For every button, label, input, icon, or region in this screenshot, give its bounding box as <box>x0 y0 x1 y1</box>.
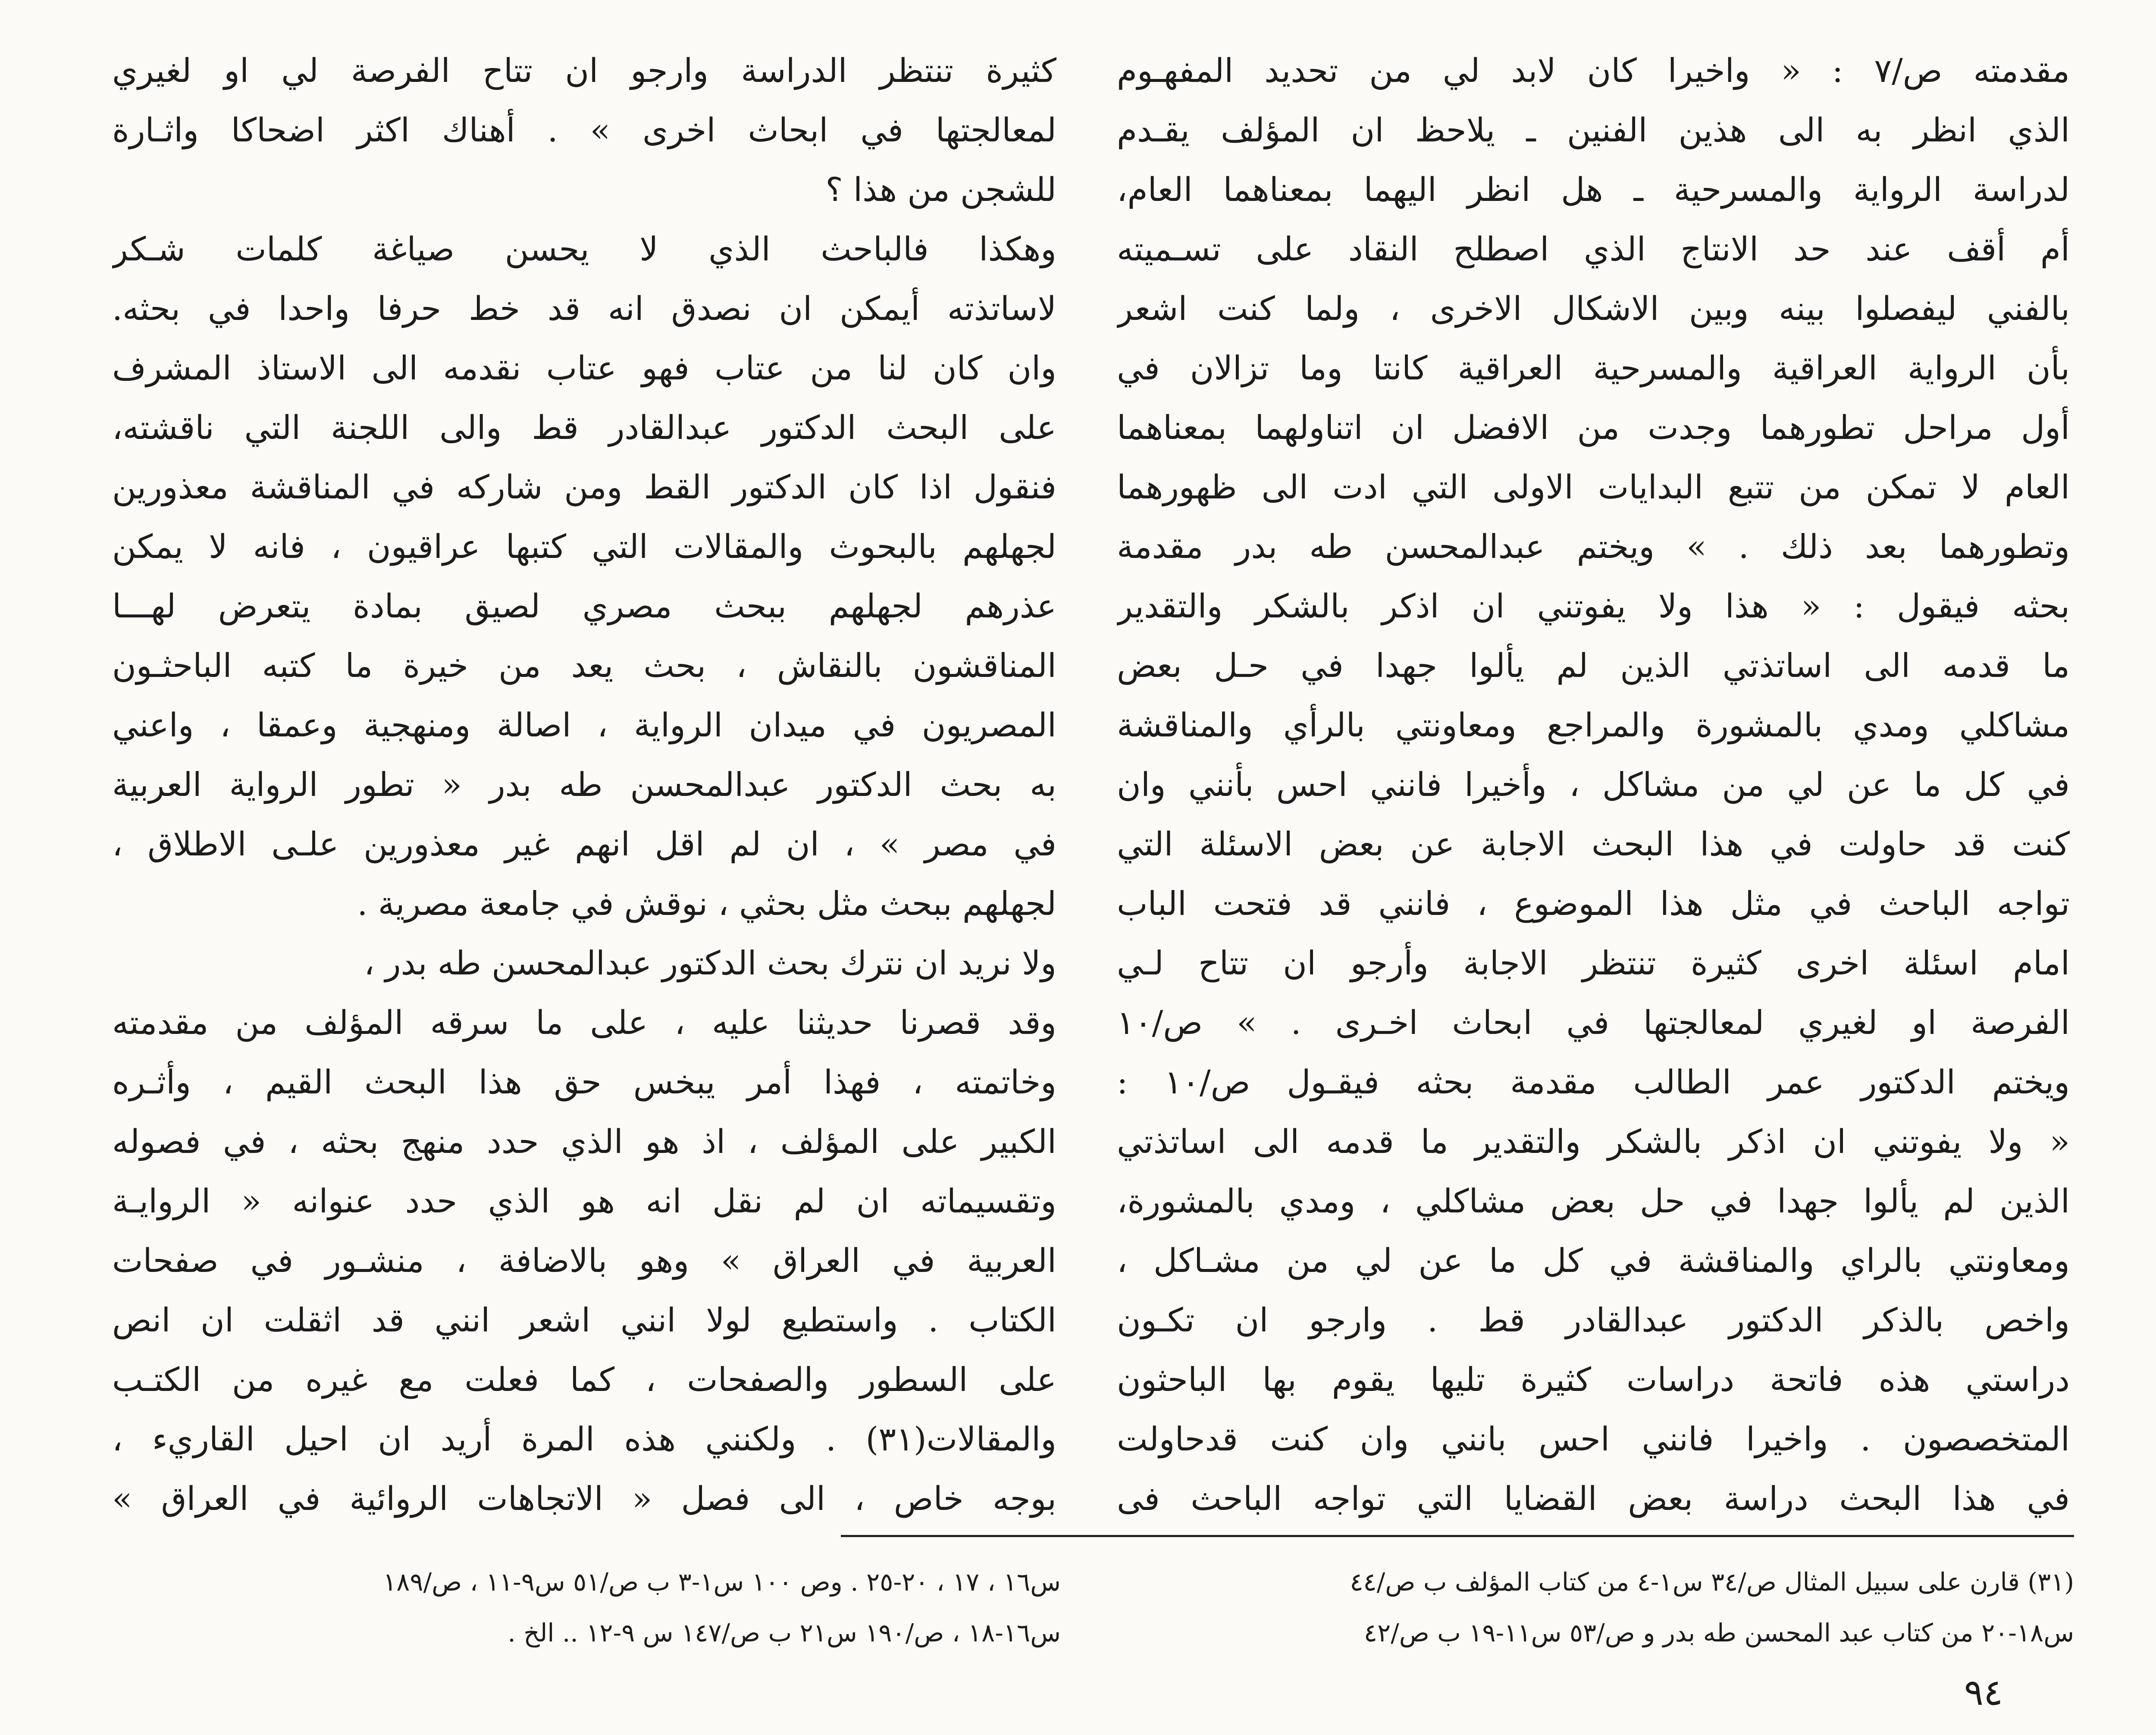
text-line: الذين لم يألوا جهدا في حل بعض مشاكلي ، ومدي بالمشورة، <box>1117 1182 2070 1220</box>
text-line: « ولا يفوتني ان اذكر بالشكر والتقدير ما قدمه الى اساتذتي <box>1117 1122 2070 1161</box>
text-line: الفرصة او لغيري لمعالجتها في ابحاث اخـرى . » ص/١٠ <box>1117 1003 2070 1042</box>
text-line: على البحث الدكتور عبدالقادر قط والى اللجنة التي ناقشته، <box>112 408 1056 447</box>
page-number: ٩٤ <box>1964 1671 2003 1713</box>
text-line: العام لا تمكن من تتبع البدايات الاولى التي ادت الى ظهورهما <box>1117 468 2070 506</box>
footnote-line: س١٨-٢٠ من كتاب عبد المحسن طه بدر و ص/٥٣ س١١-١٩ ب ص/٤٢ <box>1363 1618 2074 1647</box>
text-line: المتخصصون . واخيرا فانني احس بانني وان كنت قدحاولت <box>1117 1420 2070 1458</box>
text-line: الكبير على المؤلف ، اذ هو الذي حدد منهج بحثه ، في فصوله <box>112 1122 1056 1161</box>
text-line: المصريون في ميدان الرواية ، اصالة ومنهجية وعمقا ، واعني <box>112 706 1056 744</box>
text-line: ولا نريد ان نترك بحث الدكتور عبدالمحسن طه بدر ، <box>364 944 1056 982</box>
text-line: في هذا البحث دراسة بعض القضايا التي تواجه الباحث فى <box>1117 1479 2070 1518</box>
text-line: الكتاب . واستطيع لولا انني اشعر انني قد اثقلت ان انص <box>112 1301 1056 1339</box>
text-line: فنقول اذا كان الدكتور القط ومن شاركه في المناقشة معذورين <box>112 468 1056 506</box>
text-column-right <box>1117 41 2070 1524</box>
text-line: أول مراحل تطورهما وجدت من الافضل ان اتناولهما بمعناهما <box>1117 408 2070 447</box>
footnote-line: (٣١) قارن على سبيل المثال ص/٣٤ س١-٤ من كتاب المؤلف ب ص/٤٤ <box>1350 1567 2074 1597</box>
text-line: مشاكلي ومدي بالمشورة والمراجع ومعاونتي بالرأي والمناقشة <box>1117 706 2070 744</box>
text-line: المناقشون بالنقاش ، بحث يعد من خيرة ما كتبه الباحثـون <box>112 646 1056 685</box>
footnotes-right <box>1130 1556 2074 1664</box>
text-line: لجهلهم ببحث مثل بحثي ، نوقش في جامعة مصرية . <box>357 884 1056 923</box>
text-line: عذرهم لجهلهم ببحث مصري لصيق بمادة يتعرض لهـــا <box>112 587 1056 625</box>
text-line: ما قدمه الى اساتذتي الذين لم يألوا جهدا في حـل بعض <box>1117 646 2070 685</box>
text-line: الذي انظر به الى هذين الفنين ـ يلاحظ ان المؤلف يقـدم <box>1117 111 2070 149</box>
footnote-line: س١٦ ، ١٧ ، ٢٠-٢٥ . وص ١٠٠ س١-٣ ب ص/٥١ س٩-١١ ، ص/١٨٩ <box>383 1567 1061 1597</box>
text-line: وهكذا فالباحث الذي لا يحسن صياغة كلمات شـكر <box>112 230 1056 268</box>
text-column-left <box>112 41 1056 1524</box>
text-line: بحثه فيقول : « هذا ولا يفوتني ان اذكر بالشكر والتقدير <box>1117 587 2070 625</box>
text-line: وان كان لنا من عتاب فهو عتاب نقدمه الى الاستاذ المشرف <box>112 349 1056 387</box>
text-line: به بحث الدكتور عبدالمحسن طه بدر « تطور الرواية العربية <box>112 765 1056 804</box>
text-line: وتطورهما بعد ذلك . » ويختم عبدالمحسن طه بدر مقدمة <box>1117 527 2070 566</box>
footnote-line: س١٦-١٨ ، ص/١٩٠ س٢١ ب ص/١٤٧ س ٩-١٢ .. الخ . <box>508 1618 1061 1647</box>
text-line: العربية في العراق » وهو بالاضافة ، منشـور في صفحات <box>112 1241 1056 1280</box>
text-line: أم أقف عند حد الانتاج الذي اصطلح النقاد على تسـميته <box>1117 230 2070 268</box>
text-line: والمقالات(٣١) . ولكنني هذه المرة أريد ان احيل القاريء ، <box>112 1420 1056 1458</box>
text-line: كنت قد حاولت في هذا البحث الاجابة عن بعض الاسئلة التي <box>1117 825 2070 863</box>
text-line: كثيرة تنتظر الدراسة وارجو ان تتاح الفرصة لي او لغيري <box>112 51 1056 90</box>
footnotes-left <box>112 1556 1061 1664</box>
text-line: دراستي هذه فاتحة دراسات كثيرة تليها يقوم بها الباحثون <box>1117 1360 2070 1399</box>
text-line: بوجه خاص ، الى فصل « الاتجاهات الروائية في العراق » <box>112 1479 1056 1518</box>
text-line: على السطور والصفحات ، كما فعلت مع غيره من الكتـب <box>112 1360 1056 1399</box>
text-line: واخص بالذكر الدكتور عبدالقادر قط . وارجو ان تكـون <box>1117 1301 2070 1339</box>
text-line: بالفني ليفصلوا بينه وبين الاشكال الاخرى ، ولما كنت اشعر <box>1117 289 2070 328</box>
text-line: امام اسئلة اخرى كثيرة تنتظر الاجابة وأرجو ان تتاح لـي <box>1117 944 2070 982</box>
text-line: ويختم الدكتور عمر الطالب مقدمة بحثه فيقـول ص/١٠ : <box>1117 1063 2070 1101</box>
text-line: وخاتمته ، فهذا أمر يبخس حق هذا البحث القيم ، وأثـره <box>112 1063 1056 1101</box>
text-line: ومعاونتي بالراي والمناقشة في كل ما عن لي من مشـاكل ، <box>1117 1241 2070 1280</box>
text-line: في كل ما عن لي من مشاكل ، وأخيرا فانني احس بأنني وان <box>1117 765 2070 804</box>
text-line: في مصر » ، ان لم اقل انهم غير معذورين علـى الاطلاق ، <box>112 825 1056 863</box>
text-line: لجهلهم بالبحوث والمقالات التي كتبها عراقيون ، فانه لا يمكن <box>112 527 1056 566</box>
text-line: وقد قصرنا حديثنا عليه ، على ما سرقه المؤلف من مقدمته <box>112 1003 1056 1042</box>
text-line: لمعالجتها في ابحاث اخرى » . أهناك اكثر اضحاكا واثـارة <box>112 111 1056 149</box>
text-line: وتقسيماته ان لم نقل انه هو الذي حدد عنوانه « الروايـة <box>112 1182 1056 1220</box>
footnote-divider <box>841 1535 2074 1537</box>
text-line: لاساتذته أيمكن ان نصدق انه قد خط حرفا واحدا في بحثه. <box>112 289 1056 328</box>
text-line: مقدمته ص/٧ : « واخيرا كان لابد لي من تحديد المفهـوم <box>1117 51 2070 90</box>
text-line: لدراسة الرواية والمسرحية ـ هل انظر اليهما بمعناهما العام، <box>1117 170 2070 209</box>
text-line: للشجن من هذا ؟ <box>825 170 1056 209</box>
text-line: تواجه الباحث في مثل هذا الموضوع ، فانني قد فتحت الباب <box>1117 884 2070 923</box>
text-line: بأن الرواية العراقية والمسرحية العراقية كانتا وما تزالان في <box>1117 349 2070 387</box>
